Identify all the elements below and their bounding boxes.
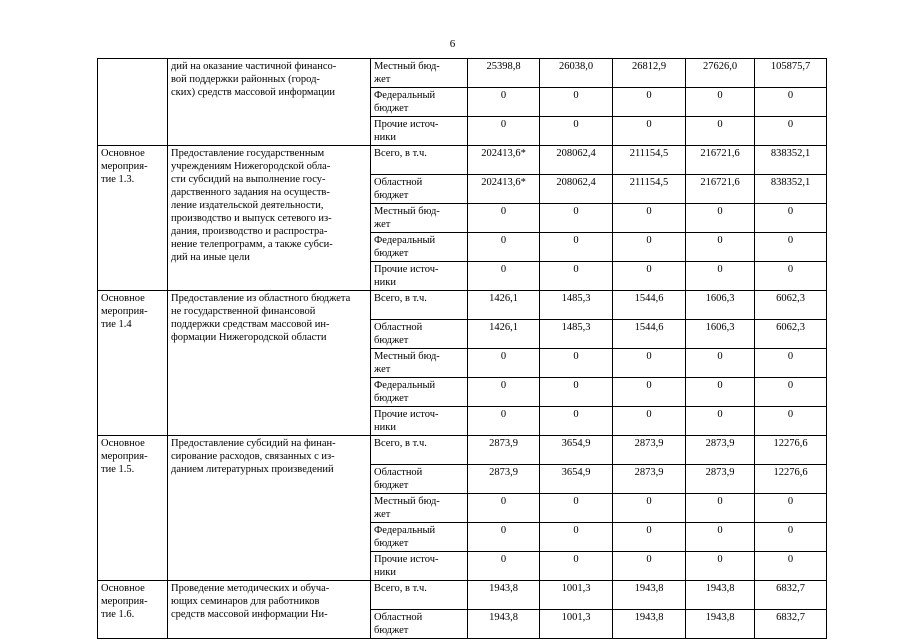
total-value-cell: 6062,3 [755, 291, 827, 320]
total-value-cell: 0 [755, 378, 827, 407]
year-value-cell: 0 [686, 262, 755, 291]
total-value-cell: 838352,1 [755, 175, 827, 204]
year-value-cell: 0 [540, 407, 613, 436]
year-value-cell: 1943,8 [686, 610, 755, 639]
year-value-cell: 0 [613, 407, 686, 436]
year-value-cell: 216721,6 [686, 146, 755, 175]
table-row [98, 436, 827, 465]
total-value-cell: 0 [755, 552, 827, 581]
total-value-cell: 0 [755, 262, 827, 291]
year-value-cell: 2873,9 [468, 436, 540, 465]
funding-source-cell: Прочие источ- ники [371, 117, 468, 146]
year-value-cell: 202413,6* [468, 146, 540, 175]
funding-source-cell: Местный бюд- жет [371, 349, 468, 378]
year-value-cell: 208062,4 [540, 175, 613, 204]
year-value-cell: 0 [468, 262, 540, 291]
total-value-cell: 0 [755, 523, 827, 552]
year-value-cell: 211154,5 [613, 175, 686, 204]
total-value-cell: 0 [755, 204, 827, 233]
year-value-cell: 0 [686, 378, 755, 407]
year-value-cell: 0 [468, 204, 540, 233]
year-value-cell: 0 [613, 349, 686, 378]
total-value-cell: 6062,3 [755, 320, 827, 349]
activity-description-cell: дий на оказание частичной финансо- вой поддержки районных (город- ских) средств массовой информации [168, 59, 371, 146]
year-value-cell: 0 [686, 407, 755, 436]
funding-source-cell: Федеральный бюджет [371, 378, 468, 407]
year-value-cell: 0 [613, 88, 686, 117]
funding-source-cell: Всего, в т.ч. [371, 146, 468, 175]
year-value-cell: 1943,8 [613, 610, 686, 639]
year-value-cell: 0 [613, 204, 686, 233]
year-value-cell: 0 [540, 349, 613, 378]
year-value-cell: 1485,3 [540, 320, 613, 349]
funding-source-cell: Прочие источ- ники [371, 552, 468, 581]
table-row [98, 291, 827, 320]
year-value-cell: 0 [540, 204, 613, 233]
page-number: 6 [449, 38, 456, 50]
year-value-cell: 0 [540, 523, 613, 552]
year-value-cell: 0 [613, 523, 686, 552]
year-value-cell: 1426,1 [468, 291, 540, 320]
activity-description-cell: Предоставление из областного бюджета не государственной финансовой поддержки средствам массовой ин- формации Нижегородской области [168, 291, 371, 436]
funding-source-cell: Областной бюджет [371, 610, 468, 639]
total-value-cell: 0 [755, 117, 827, 146]
funding-source-cell: Местный бюд- жет [371, 59, 468, 88]
activity-description-cell: Предоставление субсидий на финан- сирование расходов, связанных с из- данием литературных произведений [168, 436, 371, 581]
year-value-cell: 0 [613, 233, 686, 262]
table-row [98, 581, 827, 610]
activity-description-cell: Проведение методических и обуча- ющих семинаров для работников средств массовой информации Ни- [168, 581, 371, 639]
funding-source-cell: Областной бюджет [371, 320, 468, 349]
year-value-cell: 0 [540, 233, 613, 262]
total-value-cell: 105875,7 [755, 59, 827, 88]
year-value-cell: 1485,3 [540, 291, 613, 320]
total-value-cell: 0 [755, 88, 827, 117]
activity-number-cell [98, 59, 168, 146]
total-value-cell: 0 [755, 233, 827, 262]
year-value-cell: 1426,1 [468, 320, 540, 349]
year-value-cell: 0 [468, 117, 540, 146]
total-value-cell: 12276,6 [755, 465, 827, 494]
table-row [98, 146, 827, 175]
funding-source-cell: Всего, в т.ч. [371, 436, 468, 465]
activity-description-cell: Предоставление государственным учреждениям Нижегородской обла- сти субсидий на выполнение госу- дарственного задания на осуществ- ление издательской деятельности, производство и выпуск сетевого из- дания, производство и распростра- нение телепрограмм, а также субси- дий на иные цели [168, 146, 371, 291]
year-value-cell: 0 [613, 262, 686, 291]
activity-number-cell: Основное мероприя- тие 1.6. [98, 581, 168, 639]
funding-source-cell: Всего, в т.ч. [371, 581, 468, 610]
total-value-cell: 0 [755, 494, 827, 523]
year-value-cell: 25398,8 [468, 59, 540, 88]
activity-number-cell: Основное мероприя- тие 1.4 [98, 291, 168, 436]
year-value-cell: 0 [468, 407, 540, 436]
year-value-cell: 0 [540, 262, 613, 291]
funding-source-cell: Федеральный бюджет [371, 88, 468, 117]
year-value-cell: 0 [686, 117, 755, 146]
year-value-cell: 0 [468, 523, 540, 552]
year-value-cell: 0 [686, 204, 755, 233]
year-value-cell: 2873,9 [686, 465, 755, 494]
year-value-cell: 0 [686, 233, 755, 262]
year-value-cell: 202413,6* [468, 175, 540, 204]
funding-source-cell: Местный бюд- жет [371, 494, 468, 523]
year-value-cell: 1544,6 [613, 320, 686, 349]
year-value-cell: 1001,3 [540, 581, 613, 610]
total-value-cell: 0 [755, 349, 827, 378]
activity-number-cell: Основное мероприя- тие 1.3. [98, 146, 168, 291]
year-value-cell: 0 [468, 88, 540, 117]
year-value-cell: 3654,9 [540, 465, 613, 494]
year-value-cell: 0 [468, 494, 540, 523]
year-value-cell: 1606,3 [686, 291, 755, 320]
total-value-cell: 838352,1 [755, 146, 827, 175]
budget-table [97, 58, 827, 639]
year-value-cell: 2873,9 [686, 436, 755, 465]
table-row [98, 59, 827, 88]
year-value-cell: 1943,8 [468, 581, 540, 610]
year-value-cell: 0 [468, 552, 540, 581]
year-value-cell: 0 [613, 378, 686, 407]
year-value-cell: 208062,4 [540, 146, 613, 175]
funding-source-cell: Федеральный бюджет [371, 233, 468, 262]
year-value-cell: 3654,9 [540, 436, 613, 465]
year-value-cell: 216721,6 [686, 175, 755, 204]
funding-source-cell: Всего, в т.ч. [371, 291, 468, 320]
year-value-cell: 0 [540, 378, 613, 407]
year-value-cell: 1606,3 [686, 320, 755, 349]
funding-source-cell: Местный бюд- жет [371, 204, 468, 233]
year-value-cell: 0 [540, 117, 613, 146]
year-value-cell: 0 [613, 117, 686, 146]
total-value-cell: 6832,7 [755, 610, 827, 639]
year-value-cell: 26038,0 [540, 59, 613, 88]
total-value-cell: 12276,6 [755, 436, 827, 465]
year-value-cell: 27626,0 [686, 59, 755, 88]
year-value-cell: 0 [540, 552, 613, 581]
year-value-cell: 0 [686, 88, 755, 117]
year-value-cell: 26812,9 [613, 59, 686, 88]
total-value-cell: 6832,7 [755, 581, 827, 610]
year-value-cell: 2873,9 [613, 436, 686, 465]
activity-number-cell: Основное мероприя- тие 1.5. [98, 436, 168, 581]
year-value-cell: 0 [686, 494, 755, 523]
year-value-cell: 2873,9 [468, 465, 540, 494]
year-value-cell: 1943,8 [468, 610, 540, 639]
funding-source-cell: Областной бюджет [371, 465, 468, 494]
year-value-cell: 1943,8 [686, 581, 755, 610]
year-value-cell: 0 [613, 494, 686, 523]
year-value-cell: 0 [540, 494, 613, 523]
total-value-cell: 0 [755, 407, 827, 436]
year-value-cell: 0 [468, 349, 540, 378]
year-value-cell: 0 [540, 88, 613, 117]
funding-source-cell: Прочие источ- ники [371, 262, 468, 291]
year-value-cell: 2873,9 [613, 465, 686, 494]
year-value-cell: 1001,3 [540, 610, 613, 639]
funding-source-cell: Прочие источ- ники [371, 407, 468, 436]
year-value-cell: 0 [686, 349, 755, 378]
year-value-cell: 211154,5 [613, 146, 686, 175]
funding-source-cell: Федеральный бюджет [371, 523, 468, 552]
year-value-cell: 0 [613, 552, 686, 581]
year-value-cell: 0 [468, 233, 540, 262]
year-value-cell: 0 [468, 378, 540, 407]
year-value-cell: 0 [686, 552, 755, 581]
year-value-cell: 1943,8 [613, 581, 686, 610]
year-value-cell: 1544,6 [613, 291, 686, 320]
funding-source-cell: Областной бюджет [371, 175, 468, 204]
year-value-cell: 0 [686, 523, 755, 552]
